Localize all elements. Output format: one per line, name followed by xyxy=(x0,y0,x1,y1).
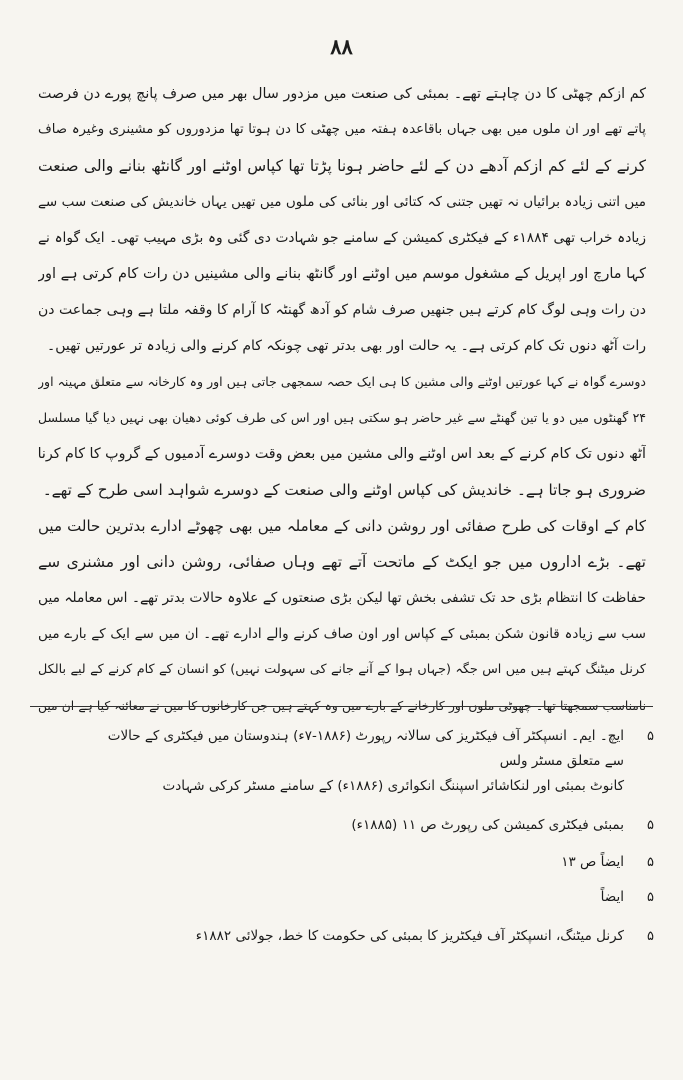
footnote-text: کرنل میٹنگ، انسپکٹر آف فیکٹریز کا بمبئی کی حکومت کا خط، جولائی ۱۸۸۲ء xyxy=(195,928,624,944)
body-line: کرنے کے لئے کم ازکم آدھے دن کے لئے حاضر ہونا پڑتا تھا کپاس اوٹنے اور گانٹھ بنانے والی صنعت xyxy=(38,157,646,175)
body-line: کم ازکم چھٹی کا دن چاہتے تھے۔ بمبئی کی صنعت میں مزدور سال بھر میں صرف پانچ پورے دن فرصت xyxy=(38,86,646,102)
footnote-text: ایچ۔ ایم۔ انسپکٹر آف فیکٹریز کی سالانہ رپورٹ (۱۸۸۶-۷ء) ہندوستان میں فیکٹری کے حالات سے متعلق مسٹر ولس xyxy=(107,728,624,769)
body-line: دوسرے گواہ نے کہا عورتیں اوٹنے والی مشین کا ہی ایک حصہ سمجھی جاتی ہیں اور وہ کارخانہ سے متعلق مہینہ اور xyxy=(38,374,646,389)
body-line: ۲۴ گھنٹوں میں دو یا تین گھنٹے سے غیر حاضر ہو سکتی ہیں اور اس کی طرف کوئی دھیان بھی نہیں دیا گیا مسلسل xyxy=(38,410,646,425)
footnote-divider xyxy=(30,706,653,707)
body-line: زیادہ خراب تھی ۱۸۸۴ء کے فیکٹری کمیشن کے سامنے جو شہادت دی گئی وہ بڑی مہیب تھی۔ ایک گواہ نے xyxy=(38,230,646,246)
body-line: آٹھ دنوں تک کام کرنے کے بعد اس اوٹنے والی مشین میں بعض وقت دوسرے آدمیوں کے گروپ کا کام کرنا xyxy=(38,446,646,462)
footnote-marker: ۵ xyxy=(647,818,654,833)
footnote-text: کانوٹ بمبئی اور لنکاشائر اسپننگ انکوائری (۱۸۸۶ء) کے سامنے مسٹر کرکی شہادت xyxy=(162,778,624,794)
footnote-text: ایضاً ص ۱۳ xyxy=(561,854,624,870)
footnote-marker: ۵ xyxy=(647,929,654,944)
body-line: دن رات وہی لوگ کام کرتے ہیں جنھیں صرف شام کو آدھ گھنٹہ کا آرام کا وقفہ ملتا ہے وہی جماعت دن xyxy=(38,302,646,318)
footnotes xyxy=(86,724,654,958)
body-line: سب سے زیادہ قانون شکن بمبئی کے کپاس اور اون صاف کرنے والے ادارے تھے۔ ان میں سے ایک کے بارے میں xyxy=(38,626,646,642)
footnote xyxy=(86,724,654,799)
footnote xyxy=(86,885,654,910)
body-text xyxy=(38,76,646,724)
body-line: کام کے اوقات کی طرح صفائی اور روشن دانی کے معاملہ میں بھی چھوٹے ادارے بدترین حالت میں xyxy=(38,517,646,535)
body-line: پاتے تھے اور ان ملوں میں بھی جہاں باقاعدہ ہفتہ میں چھٹی کا دن ہوتا تھا مزدوروں کو مشینری وغیرہ صاف xyxy=(38,122,646,137)
footnote xyxy=(86,813,654,838)
body-line: نامناسب سمجھتا تھا۔ چھوٹی ملوں اور کارخانے کے بارے میں وہ کہتے ہیں جن کارخانوں کا میں نے معائنہ کیا ہے ان میں xyxy=(38,699,646,713)
body-line: کہا مارچ اور اپریل کے مشغول موسم میں اوٹنے اور گانٹھ بنانے والی مشینیں دن رات کام کرتی ہے اور xyxy=(38,266,646,282)
footnote-marker: ۵ xyxy=(647,855,654,870)
footnote xyxy=(86,924,654,949)
body-line: رات آٹھ دنوں تک کام کرتی ہے۔ یہ حالت اور بھی بدتر تھی چونکہ کام کرنے والی زیادہ تر عورتیں تھیں۔ xyxy=(47,338,646,354)
footnote xyxy=(86,850,654,875)
footnote-text: بمبئی فیکٹری کمیشن کی رپورٹ ص ۱۱ (۱۸۸۵ء) xyxy=(351,817,624,833)
footnote-marker: ۵ xyxy=(647,890,654,905)
body-line: حفاظت کا انتظام بڑی حد تک تشفی بخش تھا لیکن بڑی صنعتوں کے علاوہ حالات بدتر تھے۔ اس معاملہ میں xyxy=(38,590,646,606)
body-line: میں اتنی زیادہ برائیاں نہ تھیں جتنی کہ کتائی اور بنائی کی ملوں میں تھیں یہاں خاندیش کی صنعت سب سے xyxy=(38,194,646,210)
body-line: تھے۔ بڑے اداروں میں جو ایکٹ کے ماتحت آتے تھے وہاں صفائی، روشن دانی اور مشنری سے xyxy=(38,553,646,571)
body-line: کرنل میٹنگ کہتے ہیں میں اس جگہ (جہاں ہوا کے آنے جانے کی سہولت نہیں) کو انسان کے کام کرنے کے لیے بالکل xyxy=(38,662,646,677)
body-line: ضروری ہو جاتا ہے۔ خاندیش کی کپاس اوٹنے والی صنعت کے دوسرے شواہد اسی طرح کے تھے۔ xyxy=(42,481,646,499)
footnote-marker: ۵ xyxy=(647,729,654,744)
page-number: ۸۸ xyxy=(330,34,353,59)
footnote-text: ایضاً xyxy=(600,889,624,905)
